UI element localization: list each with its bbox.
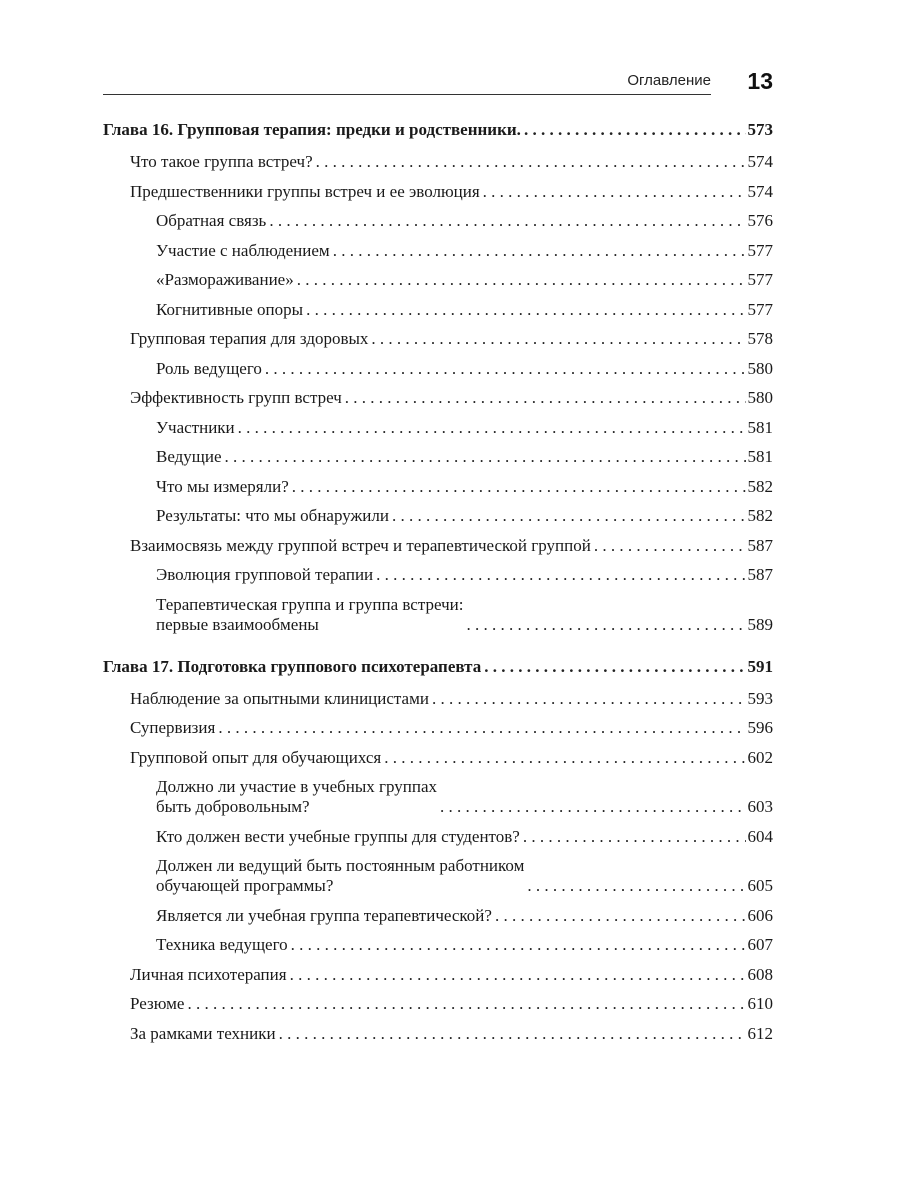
toc-entry-label: Должно ли участие в учебных группах быть добровольным? [156, 777, 438, 816]
toc-entry-label: Групповой опыт для обучающихся [130, 747, 382, 767]
dot-leader [279, 1024, 746, 1044]
subsection-entry[interactable] [103, 270, 773, 290]
toc-entry-page: 574 [747, 181, 773, 201]
dot-leader [187, 994, 745, 1014]
dot-leader [432, 689, 746, 709]
toc-entry-page: 573 [747, 120, 773, 139]
dot-leader [306, 300, 745, 320]
section-entry[interactable] [103, 689, 773, 709]
toc-entry-page: 580 [747, 388, 773, 407]
toc-entry-page: 610 [747, 994, 773, 1013]
toc-entry-label: Эффективность групп встреч [130, 388, 342, 407]
section-entry[interactable] [103, 536, 773, 556]
toc-entry-page: 587 [747, 565, 773, 584]
toc-entry-page: 581 [747, 417, 773, 437]
dot-leader [384, 748, 745, 768]
toc-entry-label: Обратная связь [156, 211, 267, 230]
toc-entry-page: 605 [747, 876, 773, 895]
toc-entry-label: Глава 17. Подготовка группового психотерапевта [103, 656, 482, 676]
toc-entry-page: 603 [747, 797, 773, 816]
section-entry[interactable] [103, 965, 773, 985]
dot-leader [467, 615, 746, 635]
toc-entry-page: 608 [747, 964, 773, 984]
section-entry[interactable] [103, 329, 773, 349]
toc-entry-page: 580 [747, 358, 773, 378]
section-entry[interactable] [103, 152, 773, 172]
dot-leader [371, 329, 745, 349]
toc-entry-page: 576 [747, 211, 773, 230]
dot-leader [527, 876, 745, 896]
subsection-entry[interactable] [103, 856, 773, 896]
toc-entry-label: Предшественники группы встреч и ее эволюция [130, 181, 480, 201]
dot-leader [269, 211, 745, 231]
toc-entry-page: 596 [747, 718, 773, 737]
toc-entry-label: Должен ли ведущий быть постоянным работником обучающей программы? [156, 856, 525, 895]
toc-entry-page: 578 [747, 329, 773, 348]
section-entry[interactable] [103, 388, 773, 408]
subsection-entry[interactable] [103, 300, 773, 320]
toc-entry-page: 612 [747, 1023, 773, 1043]
toc-entry-label: Ведущие [156, 447, 222, 466]
chapter-section [103, 120, 773, 635]
toc-entry-page: 574 [747, 152, 773, 171]
toc-entry-page: 582 [747, 476, 773, 496]
subsection-entry[interactable] [103, 827, 773, 847]
dot-leader [392, 506, 746, 526]
toc-entry-page: 581 [747, 447, 773, 466]
toc-entry-label: Что мы измеряли? [156, 476, 289, 496]
toc-entry-page: 591 [747, 656, 773, 676]
dot-leader [218, 718, 745, 738]
toc-entry-label: Резюме [130, 994, 185, 1013]
toc-entry-page: 587 [747, 535, 773, 555]
chapter-heading[interactable] [103, 120, 773, 140]
toc-entry-label: Что такое группа встреч? [130, 152, 313, 171]
subsection-entry[interactable] [103, 447, 773, 467]
section-entry[interactable] [103, 994, 773, 1014]
subsection-entry[interactable] [103, 565, 773, 585]
toc-entry-page: 602 [747, 747, 773, 767]
header-rule [103, 94, 711, 95]
subsection-entry[interactable] [103, 477, 773, 497]
toc-entry-page: 606 [747, 905, 773, 925]
toc-entry-label: Наблюдение за опытными клиницистами [130, 688, 429, 708]
running-header [103, 60, 773, 100]
toc-entry-label: Участники [156, 417, 235, 437]
toc-entry-label: Взаимосвязь между группой встреч и терапевтической группой [130, 535, 591, 555]
toc-entry-page: 582 [747, 506, 773, 525]
toc-entry-label: Эволюция групповой терапии [156, 565, 374, 584]
dot-leader [484, 657, 745, 677]
running-title: Оглавление [627, 72, 711, 89]
toc-entry-label: За рамками техники [130, 1023, 276, 1043]
dot-leader [292, 477, 746, 497]
chapter-heading[interactable] [103, 657, 773, 677]
dot-leader [495, 906, 746, 926]
toc-entry-label: Техника ведущего [156, 935, 288, 954]
section-entry[interactable] [103, 748, 773, 768]
chapter-section [103, 657, 773, 1044]
toc-entry-label: Групповая терапия для здоровых [130, 329, 369, 348]
dot-leader [523, 827, 746, 847]
toc-entry-page: 577 [747, 270, 773, 289]
table-of-contents [103, 120, 773, 1066]
toc-entry-label: «Размораживание» [156, 270, 294, 289]
toc-entry-label: Терапевтическая группа и группа встречи: первые взаимообмены [156, 594, 464, 634]
toc-entry-label: Личная психотерапия [130, 964, 287, 984]
dot-leader [483, 182, 746, 202]
subsection-entry[interactable] [103, 418, 773, 438]
toc-entry-label: Глава 16. Групповая терапия: предки и родственники. [103, 120, 521, 139]
page-number: 13 [747, 68, 773, 94]
section-entry[interactable] [103, 718, 773, 738]
dot-leader [440, 797, 745, 817]
dot-leader [225, 447, 746, 467]
dot-leader [345, 388, 746, 408]
subsection-entry[interactable] [103, 211, 773, 231]
dot-leader [524, 120, 746, 140]
toc-entry-page: 593 [747, 688, 773, 708]
toc-entry-page: 577 [747, 299, 773, 319]
toc-entry-page: 589 [747, 614, 773, 634]
subsection-entry[interactable] [103, 506, 773, 526]
subsection-entry[interactable] [103, 935, 773, 955]
toc-entry-label: Является ли учебная группа терапевтической? [156, 905, 492, 925]
section-entry[interactable] [103, 1024, 773, 1044]
toc-entry-label: Супервизия [130, 718, 216, 737]
toc-entry-label: Результаты: что мы обнаружили [156, 506, 389, 525]
dot-leader [238, 418, 746, 438]
dot-leader [297, 270, 746, 290]
dot-leader [265, 359, 746, 379]
toc-entry-label: Когнитивные опоры [156, 299, 304, 319]
dot-leader [291, 935, 746, 955]
toc-entry-page: 607 [747, 935, 773, 954]
toc-entry-page: 577 [747, 240, 773, 260]
toc-entry-page: 604 [747, 826, 773, 846]
toc-entry-label: Кто должен вести учебные группы для студентов? [156, 826, 520, 846]
dot-leader [333, 241, 746, 261]
dot-leader [594, 536, 746, 556]
dot-leader [376, 565, 745, 585]
subsection-entry[interactable] [103, 906, 773, 926]
dot-leader [290, 965, 746, 985]
toc-entry-label: Роль ведущего [156, 358, 262, 378]
dot-leader [316, 152, 746, 172]
section-entry[interactable] [103, 182, 773, 202]
toc-entry-label: Участие с наблюдением [156, 240, 330, 260]
subsection-entry[interactable] [103, 241, 773, 261]
subsection-entry[interactable] [103, 777, 773, 817]
subsection-entry[interactable] [103, 359, 773, 379]
subsection-entry[interactable] [103, 595, 773, 635]
